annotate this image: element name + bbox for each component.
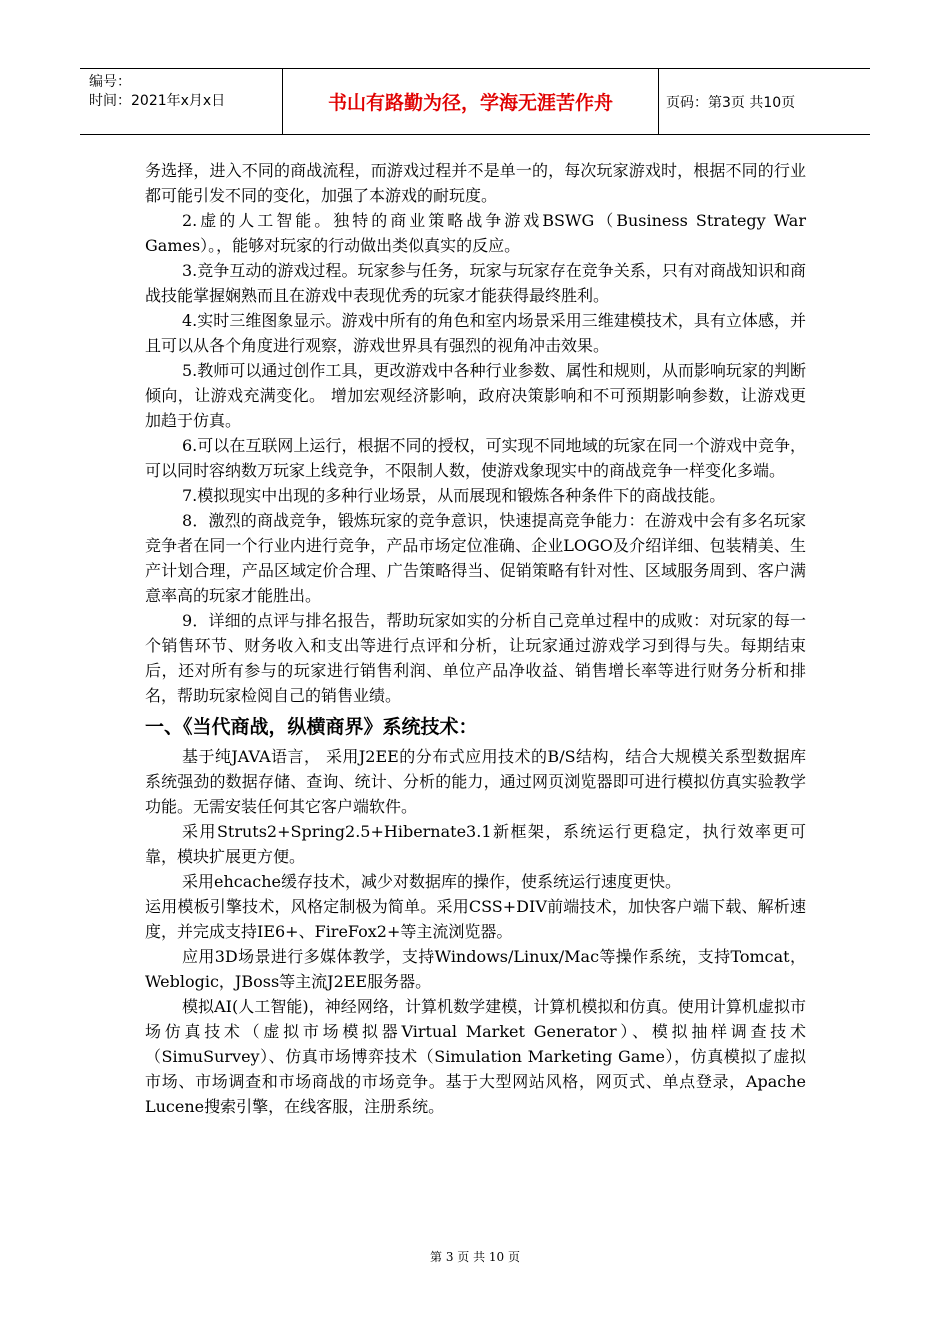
paragraph: 9．详细的点评与排名报告，帮助玩家如实的分析自己竞单过程中的成败：对玩家的每一个销售环节、财务收入和支出等进行点评和分析，让玩家通过游戏学习到得与失。每期结束后，还对所有参与的玩家进行销售利润、单位产品净收益、销售增长率等进行财务分析和排名，帮助玩家检阅自己的销售业绩。 xyxy=(145,611,806,705)
paragraph: 4.实时三维图象显示。游戏中所有的角色和室内场景采用三维建模技术，具有立体感，并且可以从各个角度进行观察，游戏世界具有强烈的视角冲击效果。 xyxy=(145,311,806,355)
page-header xyxy=(80,68,870,135)
header-page-info: 页码：第3页 共10页 xyxy=(666,94,796,111)
paragraph: 7.模拟现实中出现的多种行业场景，从而展现和锻炼各种条件下的商战技能。 xyxy=(182,486,726,505)
section-body xyxy=(145,744,806,1119)
paragraph: 务选择，进入不同的商战流程，而游戏过程并不是单一的，每次玩家游戏时，根据不同的行业都可能引发不同的变化，加强了本游戏的耐玩度。 xyxy=(145,161,806,205)
feature-list xyxy=(145,158,806,708)
header-date: 时间：2021年x月x日 xyxy=(89,93,226,109)
paragraph: 2.虚的人工智能。独特的商业策略战争游戏BSWG（Business Strategy War Games）。，能够对玩家的行动做出类似真实的反应。 xyxy=(145,211,806,255)
paragraph: 应用3D场景进行多媒体教学，支持Windows/Linux/Mac等操作系统，支持Tomcat，Weblogic，JBoss等主流J2EE服务器。 xyxy=(145,947,806,991)
header-serial: 编号： xyxy=(89,74,131,90)
paragraph: 采用ehcache缓存技术，减少对数据库的操作，使系统运行速度更快。 xyxy=(182,872,682,891)
paragraph: 基于纯JAVA语言， 采用J2EE的分布式应用技术的B/S结构，结合大规模关系型数据库系统强劲的数据存储、查询、统计、分析的能力，通过网页浏览器即可进行模拟仿真实验教学功能。无需安装任何其它客户端软件。 xyxy=(145,747,806,816)
paragraph: 8．激烈的商战竞争，锻炼玩家的竞争意识，快速提高竞争能力：在游戏中会有多名玩家竞争者在同一个行业内进行竞争，产品市场定位准确、企业LOGO及介绍详细、包装精美、生产计划合理，产品区域定价合理、广告策略得当、促销策略有针对性、区域服务周到、客户满意率高的玩家才能胜出。 xyxy=(145,511,806,605)
paragraph: 6.可以在互联网上运行，根据不同的授权，可实现不同地域的玩家在同一个游戏中竞争，可以同时容纳数万玩家上线竞争，不限制人数，使游戏象现实中的商战竞争一样变化多端。 xyxy=(145,436,806,480)
header-meta-cell xyxy=(80,69,283,134)
section-heading: 一、《当代商战，纵横商界》系统技术： xyxy=(145,716,478,738)
document-body xyxy=(145,158,806,1119)
paragraph: 采用Struts2+Spring2.5+Hibernate3.1新框架，系统运行更稳定，执行效率更可靠，模块扩展更方便。 xyxy=(145,822,806,866)
header-motto: 书山有路勤为径，学海无涯苦作舟 xyxy=(283,69,659,134)
page-footer: 第 3 页 共 10 页 xyxy=(430,1250,520,1264)
paragraph: 运用模板引擎技术，风格定制极为简单。采用CSS+DIV前端技术，加快客户端下载、解析速度，并完成支持IE6+、FireFox2+等主流浏览器。 xyxy=(145,897,806,941)
paragraph: 模拟AI(人工智能)，神经网络，计算机数学建模，计算机模拟和仿真。使用计算机虚拟市场仿真技术（虚拟市场模拟器Virtual Market Generator）、模拟抽样调查技术（SimuSurvey）、仿真市场博弈技术（Simulation Marketing Game），仿真模拟了虚拟市场、市场调查和市场商战的市场竞争。基于大型网站风格，网页式、单点登录，Apache Lucene搜索引擎，在线客服，注册系统。 xyxy=(145,997,806,1116)
paragraph: 5.教师可以通过创作工具，更改游戏中各种行业参数、属性和规则，从而影响玩家的判断倾向，让游戏充满变化。 增加宏观经济影响，政府决策影响和不可预期影响参数，让游戏更加趋于仿真。 xyxy=(145,361,806,430)
paragraph: 3.竞争互动的游戏过程。玩家参与任务，玩家与玩家存在竞争关系，只有对商战知识和商战技能掌握娴熟而且在游戏中表现优秀的玩家才能获得最终胜利。 xyxy=(145,261,806,305)
